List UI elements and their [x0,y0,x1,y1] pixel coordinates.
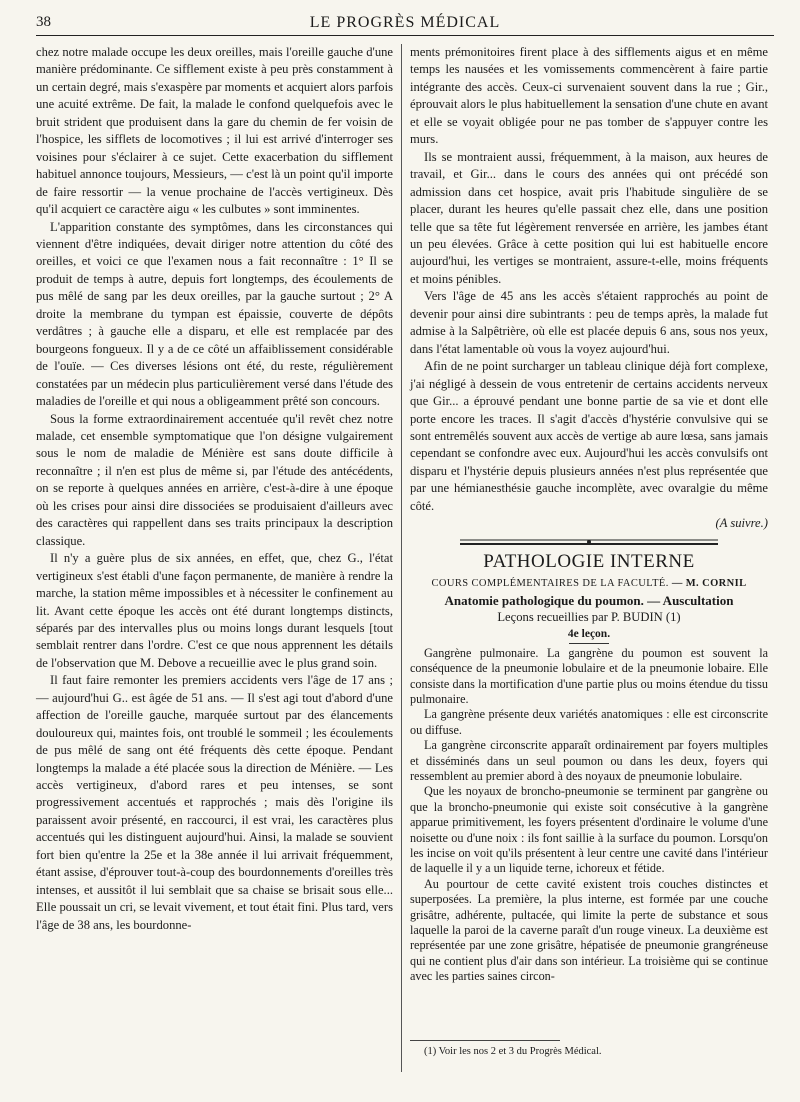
paragraph: Il n'y a guère plus de six années, en effet, que, chez G., l'état vertigineux s'est établi d'une façon permanente, de manière à rendre la marche, la station même impossibles et à nécessiter le confinement au lit. Avant cette époque les accès ont été durant longtemps distincts, séparés par des intervalles plus ou moins longs durant lesquels [tout semblait rentrer dans l'ordre. C'est ce que nous apprennent les détails de l'observation que M. Debove a recueillie avec le plus grand soin. [36,551,393,670]
page-number: 38 [36,14,51,30]
paragraph: chez notre malade occupe les deux oreilles, mais l'oreille gauche d'une manière prédominante. Ce sifflement existe à peu près constamment à un certain degré, mais s'exaspère par moments et acquiert alors parfois une acuité extrême. De fait, la malade le confond quelquefois avec le bruit strident que produisent dans la gare du chemin de fer voisin de l'hospice, les sifflets de locomotives ; il lui est arrivé d'interroger ses voisines pour s'éclairer à ce sujet. Cette exacerbation du sifflement habituel annonce toujours, Messieurs, — c'est là un point qu'il importe de faire ressortir — la venue prochaine de l'accès vertigineux. Dès qu'il acquiert ce caractère aigu « les culbutes » sont imminentes. [36,45,393,217]
paragraph: Vers l'âge de 45 ans les accès s'étaient rapprochés au point de devenir pour ainsi dire subintrants : peu de temps après, la malade fut admise à la Salpêtrière, où elle est placée depuis 6 ans, sous nos yeux, dans l'état lamentable où vous la voyez aujourd'hui. [410,289,768,356]
paragraph: Afin de ne point surcharger un tableau clinique déjà fort complexe, j'ai négligé à dessein de vous entretenir de certains accidents nerveux que Gir... a éprouvé pendant une bonne partie de sa vie et dont elle porte encore les traces. Il s'agit d'accès d'hystérie convulsive qui se sont entremêlés souvent aux accès de vertige ab aure lœsa, sans jamais cependant se confondre avec eux. Aujourd'hui les accès convulsifs ont disparu et l'hystérie depuis plusieurs années n'est plus représentée que par une hémianesthésie gauche incomplète, avec ovaralgie du même côté. [410,359,768,513]
paragraph: La gangrène circonscrite apparaît ordinairement par foyers multiples et disséminés dans un seul poumon ou dans les deux, foyers qui ressemblent au premier abord à des noyaux de pneumonie lobulaire. [410,738,768,783]
a-suivre: (A suivre.) [715,516,768,531]
course-label: COURS COMPLÉMENTAIRES DE LA FACULTÉ. [431,577,669,589]
article-byline: Leçons recueillies par P. BUDIN (1) [497,609,681,624]
section-title: PATHOLOGIE INTERNE [483,550,695,572]
paragraph: Au pourtour de cette cavité existent trois couches distinctes et superposées. La première, la plus interne, est formée par une couche grisâtre, adhérente, pultacée, qui limite la perte de substance et sous laquelle la paroi de la caverne paraît d'un rouge vineux. La deuxième est représentée par une zone grisâtre, hépatisée de pneumonie grangréneuse qui ne contient plus d'air dans son intérieur. La troisième qui se continue avec les parties saines circon- [410,876,768,984]
paragraph: Sous la forme extraordinairement accentuée qu'il revêt chez notre malade, cet ensemble symptomatique que l'on désigne vulgairement sous le nom de maladie de Ménière est sans doute difficile à reconnaître ; il n'en est plus de même si, par l'étude des antécédents, on se reporte à quelques années en arrière, c'est-à-dire à une époque où les crises pour ainsi dire dissociées se produisaient d'ailleurs avec des caractères qui rappellent dans ses traits principaux la description classique. [36,411,393,548]
right-column [410,44,768,985]
article-body [410,646,768,985]
paragraph: La gangrène présente deux variétés anatomiques : elle est circonscrite ou diffuse. [410,707,768,737]
lecon-number: 4e leçon. [567,627,611,640]
article-title: Anatomie pathologique du poumon. — Auscultation [444,592,734,608]
paragraph: Que les noyaux de broncho-pneumonie se terminent par gangrène ou que la broncho-pneumonie qui existe soit consécutive à la gangrène apparue primitivement, les foyers présentent d'ordinaire le volume d'une noisette ou d'une noix : ils font saillie à la surface du poumon. Lorsqu'on les incise on voit qu'ils présentent à leur centre une cavité dans l'intérieur de laquelle il y a un liquide terne, ichoreux et fétide. [410,784,768,876]
paragraph: Ils se montraient aussi, fréquemment, à la maison, aux heures de travail, et Gir... dans le cours des années qui ont précédé son admission dans cet hospice, avait pris l'habitude singulière de se placer, durant les heures qu'elle passait chez elle, dans une position telle que sa tête fut légèrement renversée en arrière, les jambes étant un peu élevées. Grâce à cette position qui lui est habituelle encore aujourd'hui, les vertiges se montraient, assure-t-elle, moins fréquents et moins pénibles. [410,149,768,286]
paragraph: Il faut faire remonter les premiers accidents vers l'âge de 17 ans ; — aujourd'hui G.. est âgée de 51 ans. — Il s'est agi tout d'abord d'une affection de l'oreille gauche, marquée surtout par des élancements douloureux qui, maintes fois, ont troublé le sommeil ; les écoulements de pus mêlé de sang ont été fréquents dès cette époque. Pendant longtemps la malade a été placée sous la direction de Ménière. — Les accès vertigineux, d'abord rares et peu intenses, se sont progressivement accentués et rapprochés ; mais dès l'origine ils paraissent avoir présenté, en raccourci, il est vrai, les caractères plus accentués qui les distinguent aujourd'hui. Ainsi, la malade se souvient fort bien qu'entre la 25e et la 38e année il lui arrivait fréquemment, étant assise, d'éprouver tout-à-coup des bourdonnements d'oreilles très intenses, et aussitôt il lui semblait que sa chaise se brisait sous elle... Elle poussait un cri, se levait vivement, et tout était fini. Plus tard, vers l'âge de 38 ans, les bourdonne- [36,673,393,932]
paragraph: Gangrène pulmonaire. La gangrène du poumon est souvent la conséquence de la pneumonie lobulaire et de la pneumonie lobaire. Elle consiste dans la mortification d'une partie plus ou moins étendue du tissu pulmonaire. [410,645,768,706]
paragraph: ments prémonitoires firent place à des sifflements aigus et en même temps les nausées et les vomissements commencèrent à faire partie intégrante des accès. Ceux-ci survenaient souvent dans la rue ; Gir., éprouvait alors le plus habituellement la sensation d'une chute en avant et elle se voyait obligée pour ne pas tomber de s'appuyer contre les murs. [410,45,768,147]
footnote: (1) Voir les nos 2 et 3 du Progrès Médical. [424,1046,602,1057]
journal-title: LE PROGRÈS MÉDICAL [309,14,501,31]
section-ornament [410,536,768,548]
column-divider [401,44,402,1072]
section-subtitle [410,576,768,592]
left-column [36,44,393,934]
small-rule [569,643,609,644]
professor-name: — M. CORNIL [671,577,747,589]
paragraph: L'apparition constante des symptômes, dans les circonstances qui viennent d'être indiquées, devait diriger notre attention du côté des oreilles, et voici ce que l'examen nous a fait reconnaître : 1° Il se produit de temps à autre, depuis fort longtemps, des écoulements de pus mêlé de sang par les deux oreilles, par la gauche surtout ; 2° A droite la membrane du tympan est épaissie, couverte de dépôts verdâtres ; à gauche elle a disparu, et elle est remplacée par des bourgeons fongueux. Il y a de ce côté un affaiblissement considérable de l'ouïe. — Ces diverses lésions ont été, du reste, régulièrement constatées par un médecin plus particulièrement versé dans l'étude des maladies de l'oreille et qui nous a obligeamment prêté son concours. [36,219,393,409]
page-header [36,14,774,36]
footnote-rule [410,1040,560,1041]
header-rule [36,35,774,36]
